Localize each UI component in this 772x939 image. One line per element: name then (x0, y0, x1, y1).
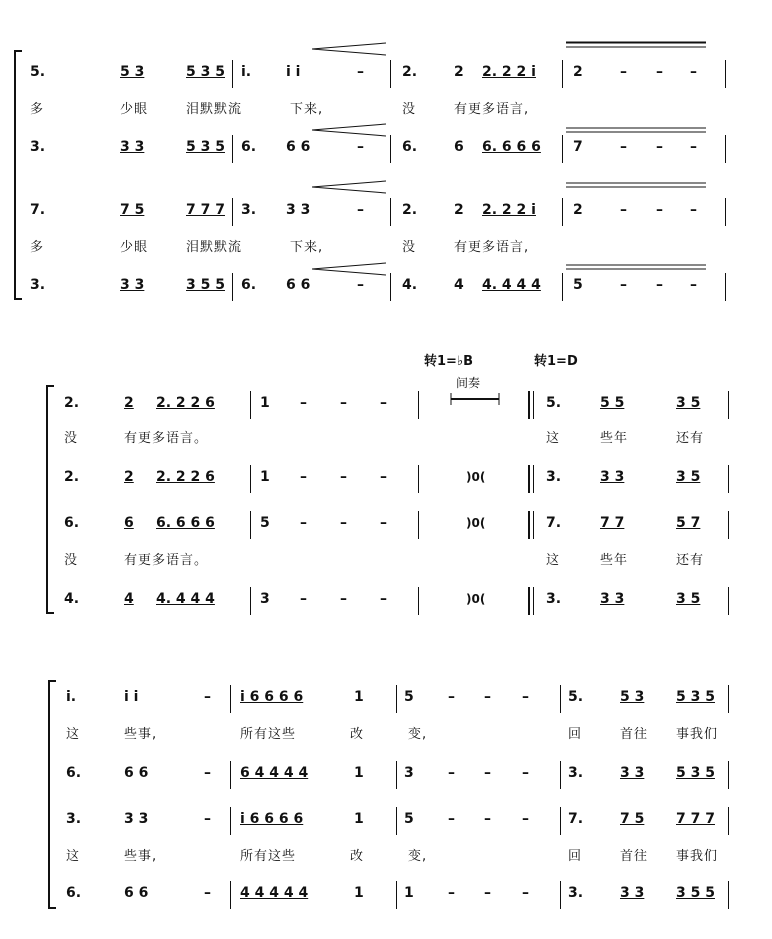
barline (390, 135, 391, 163)
note: – (340, 515, 347, 531)
lyric: 还有 (676, 553, 705, 568)
note: – (448, 811, 455, 827)
note: 6 (454, 139, 464, 155)
system-brace (48, 680, 56, 909)
barline (560, 685, 561, 713)
barline (728, 465, 729, 493)
note: 2 (573, 202, 583, 218)
lyric-row (0, 842, 772, 872)
lyric: 变, (408, 727, 428, 742)
lyric-row (0, 720, 772, 750)
lyric: 没 (402, 240, 417, 255)
lyric: 这 (546, 431, 561, 446)
staff-row (0, 804, 772, 834)
barline (390, 273, 391, 301)
note: – (357, 64, 364, 80)
note: – (690, 202, 697, 218)
note: 6. (66, 885, 82, 901)
note: – (340, 591, 347, 607)
lyric: 泪默默流 (186, 102, 243, 117)
note: 3. (241, 202, 257, 218)
note: – (620, 202, 627, 218)
barline (728, 685, 729, 713)
lyric-row (0, 424, 772, 454)
note: – (204, 885, 211, 901)
staff-row (0, 682, 772, 712)
note: 6. (64, 515, 80, 531)
barline (725, 135, 726, 163)
barline (396, 881, 397, 909)
lyric: 些年 (600, 553, 629, 568)
lyric: 首往 (620, 727, 649, 742)
note: 6 6 (286, 139, 311, 155)
barline (728, 511, 729, 539)
note: 6. (241, 139, 257, 155)
note: – (484, 765, 491, 781)
note: 3 3 (120, 277, 145, 293)
note: 2. 2 2 i (482, 202, 536, 218)
barline (728, 761, 729, 789)
note: – (380, 591, 387, 607)
staff-row (0, 270, 772, 300)
lyric: 下来, (290, 240, 324, 255)
staff-row (0, 508, 772, 538)
note: – (656, 139, 663, 155)
note: i 6 6 6 6 (240, 811, 304, 827)
note: 2 (573, 64, 583, 80)
barline (230, 881, 231, 909)
lyric: 所有这些 (240, 849, 297, 864)
barline (533, 587, 534, 615)
note: 5 (260, 515, 270, 531)
note: 6. (402, 139, 418, 155)
note: 2 (454, 202, 464, 218)
note: – (620, 64, 627, 80)
barline (560, 881, 561, 909)
lyric: 改 (350, 727, 365, 742)
staff-row (0, 878, 772, 908)
lyric: 少眼 (120, 102, 149, 117)
interlude-label: 间奏 (456, 376, 481, 390)
note: 7. (568, 811, 584, 827)
note: i i (286, 64, 301, 80)
crescendo-hairpin (566, 180, 706, 190)
note: 2. (64, 395, 80, 411)
note: 5 3 5 (186, 139, 225, 155)
note: – (357, 139, 364, 155)
note: 3 3 (120, 139, 145, 155)
note: 7. (30, 202, 46, 218)
barline (390, 198, 391, 226)
barline (562, 198, 563, 226)
note: 3 (404, 765, 414, 781)
lyric: 这 (66, 727, 81, 742)
note: 2. (402, 202, 418, 218)
note: 4 (454, 277, 464, 293)
note: 5. (546, 395, 562, 411)
note: 6. 6 6 6 (482, 139, 541, 155)
note: – (522, 689, 529, 705)
lyric: 些事, (124, 727, 158, 742)
note: – (340, 395, 347, 411)
note: 3 3 (600, 469, 625, 485)
barline (562, 60, 563, 88)
note: 2. 2 2 6 (156, 395, 215, 411)
lyric-row (0, 546, 772, 576)
barline (560, 807, 561, 835)
note: 4 4 4 4 4 (240, 885, 309, 901)
lyric-row (0, 95, 772, 125)
note: 3. (568, 765, 584, 781)
note: – (656, 277, 663, 293)
barline (418, 511, 419, 539)
note: 7 5 (120, 202, 145, 218)
barline (250, 511, 251, 539)
note: 7 5 (620, 811, 645, 827)
note: 7 7 (600, 515, 625, 531)
note: 3. (546, 469, 562, 485)
note: 4. (64, 591, 80, 607)
note: – (522, 885, 529, 901)
lyric: 事我们 (676, 849, 719, 864)
note: – (448, 689, 455, 705)
barline (230, 761, 231, 789)
crescendo-hairpin (312, 123, 386, 137)
lyric: 还有 (676, 431, 705, 446)
note: 6. (66, 765, 82, 781)
note: – (484, 885, 491, 901)
note: – (300, 515, 307, 531)
note: – (656, 64, 663, 80)
note: 5 7 (676, 515, 701, 531)
barline (562, 273, 563, 301)
lyric: 所有这些 (240, 727, 297, 742)
note: 5 (404, 811, 414, 827)
crescendo-hairpin (566, 125, 706, 135)
barline (725, 198, 726, 226)
staff-row (0, 388, 772, 418)
staff-row (0, 758, 772, 788)
note: 3 5 (676, 469, 701, 485)
barline (232, 273, 233, 301)
note: – (300, 591, 307, 607)
barline (396, 685, 397, 713)
note: – (357, 202, 364, 218)
barline (250, 587, 251, 615)
note: 3. (30, 139, 46, 155)
note: 6 4 4 4 4 (240, 765, 309, 781)
note: – (690, 277, 697, 293)
repeat-barline (528, 587, 530, 615)
note: 5 (404, 689, 414, 705)
rest-mark: )0( (466, 516, 486, 530)
repeat-barline (528, 391, 530, 419)
note: 5 3 (620, 689, 645, 705)
note: – (204, 811, 211, 827)
note: 2. 2 2 6 (156, 469, 215, 485)
barline (533, 465, 534, 493)
lyric: 有更多语言。 (124, 431, 209, 446)
barline (533, 511, 534, 539)
lyric: 有更多语言, (454, 102, 530, 117)
note: 3 5 (676, 591, 701, 607)
note: 1 (354, 885, 364, 901)
barline (232, 135, 233, 163)
crescendo-hairpin (312, 180, 386, 194)
barline (418, 587, 419, 615)
note: 5 5 (600, 395, 625, 411)
note: – (656, 202, 663, 218)
lyric: 回 (568, 727, 583, 742)
note: 1 (354, 689, 364, 705)
crescendo-hairpin (566, 40, 706, 50)
barline (533, 391, 534, 419)
lyric: 少眼 (120, 240, 149, 255)
note: 3 5 5 (676, 885, 715, 901)
staff-row (0, 132, 772, 162)
note: 2 (124, 469, 134, 485)
note: 6 (124, 515, 134, 531)
barline (390, 60, 391, 88)
note: – (522, 811, 529, 827)
barline (562, 135, 563, 163)
lyric: 没 (64, 553, 79, 568)
lyric: 这 (546, 553, 561, 568)
note: – (448, 765, 455, 781)
note: – (300, 469, 307, 485)
staff-row (0, 195, 772, 225)
note: 3. (66, 811, 82, 827)
barline (728, 807, 729, 835)
note: 5. (568, 689, 584, 705)
note: 3 3 (286, 202, 311, 218)
note: 4. 4 4 4 (482, 277, 541, 293)
note: 5 3 5 (676, 689, 715, 705)
note: 1 (354, 811, 364, 827)
crescendo-hairpin (312, 42, 386, 56)
note: 3 3 (600, 591, 625, 607)
note: – (204, 765, 211, 781)
barline (232, 198, 233, 226)
note: 3. (568, 885, 584, 901)
note: 7 (573, 139, 583, 155)
crescendo-hairpin (312, 262, 386, 276)
note: – (690, 139, 697, 155)
note: 1 (354, 765, 364, 781)
staff-row (0, 462, 772, 492)
note: i i (124, 689, 139, 705)
note: 4. (402, 277, 418, 293)
lyric-row (0, 233, 772, 263)
note: 6 6 (286, 277, 311, 293)
lyric: 有更多语言, (454, 240, 530, 255)
note: 5 3 5 (186, 64, 225, 80)
lyric: 有更多语言。 (124, 553, 209, 568)
note: 3 3 (620, 885, 645, 901)
barline (728, 391, 729, 419)
barline (396, 807, 397, 835)
note: 1 (260, 395, 270, 411)
lyric: 下来, (290, 102, 324, 117)
lyric: 多 (30, 102, 45, 117)
lyric: 改 (350, 849, 365, 864)
note: 2. 2 2 i (482, 64, 536, 80)
barline (396, 761, 397, 789)
barline (560, 761, 561, 789)
note: 2. (402, 64, 418, 80)
note: – (340, 469, 347, 485)
note: 7 7 7 (676, 811, 715, 827)
note: – (484, 689, 491, 705)
barline (418, 465, 419, 493)
note: 2. (64, 469, 80, 485)
note: – (690, 64, 697, 80)
barline (230, 807, 231, 835)
note: – (448, 885, 455, 901)
note: 3 3 (124, 811, 149, 827)
note: 3 3 (620, 765, 645, 781)
note: 5. (30, 64, 46, 80)
note: – (522, 765, 529, 781)
barline (728, 587, 729, 615)
note: 6. (241, 277, 257, 293)
note: 3. (30, 277, 46, 293)
note: 6. 6 6 6 (156, 515, 215, 531)
lyric: 些年 (600, 431, 629, 446)
note: 6 6 (124, 885, 149, 901)
note: 7. (546, 515, 562, 531)
note: 5 3 5 (676, 765, 715, 781)
note: – (484, 811, 491, 827)
staff-row (0, 584, 772, 614)
note: 3 (260, 591, 270, 607)
note: – (620, 139, 627, 155)
note: – (380, 395, 387, 411)
repeat-barline (528, 465, 530, 493)
rest-mark: )0( (466, 470, 486, 484)
note: i. (241, 64, 252, 80)
note: 6 6 (124, 765, 149, 781)
lyric: 没 (64, 431, 79, 446)
lyric: 首往 (620, 849, 649, 864)
staff-row (0, 57, 772, 87)
lyric: 没 (402, 102, 417, 117)
note: 3. (546, 591, 562, 607)
barline (250, 465, 251, 493)
note: – (357, 277, 364, 293)
note: 3 5 (676, 395, 701, 411)
barline (725, 273, 726, 301)
repeat-barline (528, 511, 530, 539)
note: – (620, 277, 627, 293)
note: – (380, 469, 387, 485)
lyric: 回 (568, 849, 583, 864)
note: 2 (454, 64, 464, 80)
lyric: 变, (408, 849, 428, 864)
note: – (380, 515, 387, 531)
barline (725, 60, 726, 88)
note: i 6 6 6 6 (240, 689, 304, 705)
lyric: 这 (66, 849, 81, 864)
barline (728, 881, 729, 909)
note: 1 (404, 885, 414, 901)
barline (250, 391, 251, 419)
rest-mark: )0( (466, 592, 486, 606)
note: 5 3 (120, 64, 145, 80)
crescendo-hairpin (566, 262, 706, 272)
note: 5 (573, 277, 583, 293)
lyric: 事我们 (676, 727, 719, 742)
note: – (204, 689, 211, 705)
note: 7 7 7 (186, 202, 225, 218)
note: 1 (260, 469, 270, 485)
lyric: 泪默默流 (186, 240, 243, 255)
lyric: 些事, (124, 849, 158, 864)
note: – (300, 395, 307, 411)
barline (230, 685, 231, 713)
note: 4. 4 4 4 (156, 591, 215, 607)
note: 4 (124, 591, 134, 607)
system-brace (46, 385, 54, 614)
key-change-bflat: 转1=♭B (424, 354, 473, 369)
key-change-d: 转1=D (534, 354, 578, 369)
note: i. (66, 689, 77, 705)
note: 3 5 5 (186, 277, 225, 293)
barline (418, 391, 419, 419)
barline (232, 60, 233, 88)
lyric: 多 (30, 240, 45, 255)
note: 2 (124, 395, 134, 411)
